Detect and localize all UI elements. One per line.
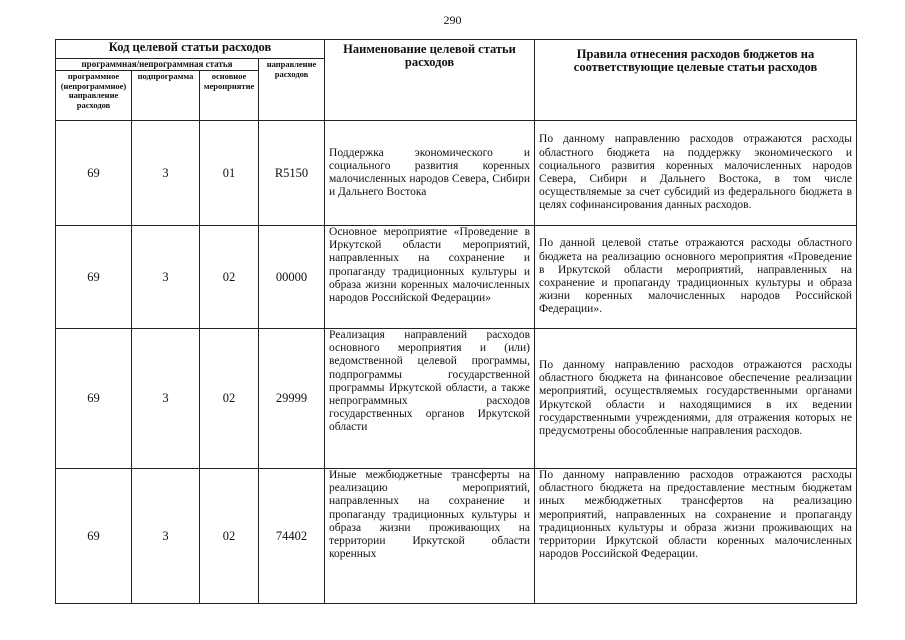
event-cell: 02 xyxy=(200,329,259,469)
program-cell: 69 xyxy=(56,329,132,469)
table-row xyxy=(56,329,857,469)
direction-header: направление расходов xyxy=(259,59,325,121)
subprogram-cell: 3 xyxy=(132,121,200,226)
program-cell: 69 xyxy=(56,121,132,226)
main-event-header: основное мероприятие xyxy=(200,71,259,121)
subprogram-cell: 3 xyxy=(132,226,200,329)
table-row xyxy=(56,469,857,604)
name-cell: Иные межбюджетные трансферты на реализацию мероприятий, направленных на сохранение и пропаганду традиционных культуры и образа жизни проживающих на территории Иркутской области коренных xyxy=(325,469,535,604)
rule-cell: По данному направлению расходов отражаются расходы областного бюджета на поддержку экономического и социального развития коренных малочисленных народов Севера, Сибири и Дальнего Востока, в том числе осуществляемые за счет субсидий из федерального бюджета в целях софинансирования данных расходов. xyxy=(535,121,857,226)
page-number: 290 xyxy=(443,13,462,27)
direction-cell: 74402 xyxy=(259,469,325,604)
event-cell: 02 xyxy=(200,226,259,329)
budget-classification-table xyxy=(55,39,857,604)
table-row xyxy=(56,226,857,329)
code-header: Код целевой статьи расходов xyxy=(56,40,325,59)
program-header: программное (непрограммное) направление расходов xyxy=(56,71,132,121)
rules-column-header: Правила отнесения расходов бюджетов на соответствующие целевые статьи расходов xyxy=(535,40,857,121)
rule-cell: По данной целевой статье отражаются расходы областного бюджета на реализацию основного мероприятия «Проведение в Иркутской области мероприятий, направленных на сохранение и пропаганду традиционных культуры и образа жизни коренных малочисленных народов Российской Федерации». xyxy=(535,226,857,329)
event-cell: 01 xyxy=(200,121,259,226)
program-cell: 69 xyxy=(56,226,132,329)
name-cell: Реализация направлений расходов основного мероприятия и (или) ведомственной целевой программы, подпрограммы государственной программы Иркутской области, а также непрограммных расходов государственных органов Иркутской области xyxy=(325,329,535,469)
program-group-header: программная/непрограммная статья xyxy=(56,59,259,71)
rule-cell: По данному направлению расходов отражаются расходы областного бюджета на финансовое обеспечение реализации мероприятий, осуществляемых государственными органами Иркутской области и находящимися в их ведении государственными учреждениями, для отражения которых не предусмотрены обособленные направления расходов. xyxy=(535,329,857,469)
rule-cell: По данному направлению расходов отражаются расходы областного бюджета на предоставление местным бюджетам иных межбюджетных трансфертов на реализацию мероприятий, направленных на сохранение и пропаганду традиционных культуры и образа жизни проживающих на территории Иркутской области коренных малочисленных народов Российской Федерации. xyxy=(535,469,857,604)
header-row-1 xyxy=(56,40,857,59)
direction-cell: 00000 xyxy=(259,226,325,329)
name-column-header: Наименование целевой статьи расходов xyxy=(325,40,535,121)
subprogram-cell: 3 xyxy=(132,469,200,604)
direction-cell: 29999 xyxy=(259,329,325,469)
subprogram-header: подпрограмма xyxy=(132,71,200,121)
subprogram-cell: 3 xyxy=(132,329,200,469)
direction-cell: R5150 xyxy=(259,121,325,226)
name-cell: Поддержка экономического и социального развития коренных малочисленных народов Севера, Сибири и Дальнего Востока xyxy=(325,121,535,226)
event-cell: 02 xyxy=(200,469,259,604)
table-row xyxy=(56,121,857,226)
program-cell: 69 xyxy=(56,469,132,604)
name-cell: Основное мероприятие «Проведение в Иркутской области мероприятий, направленных на сохранение и пропаганду традиционных культуры и образа жизни коренных малочисленных народов Российской Федерации» xyxy=(325,226,535,329)
